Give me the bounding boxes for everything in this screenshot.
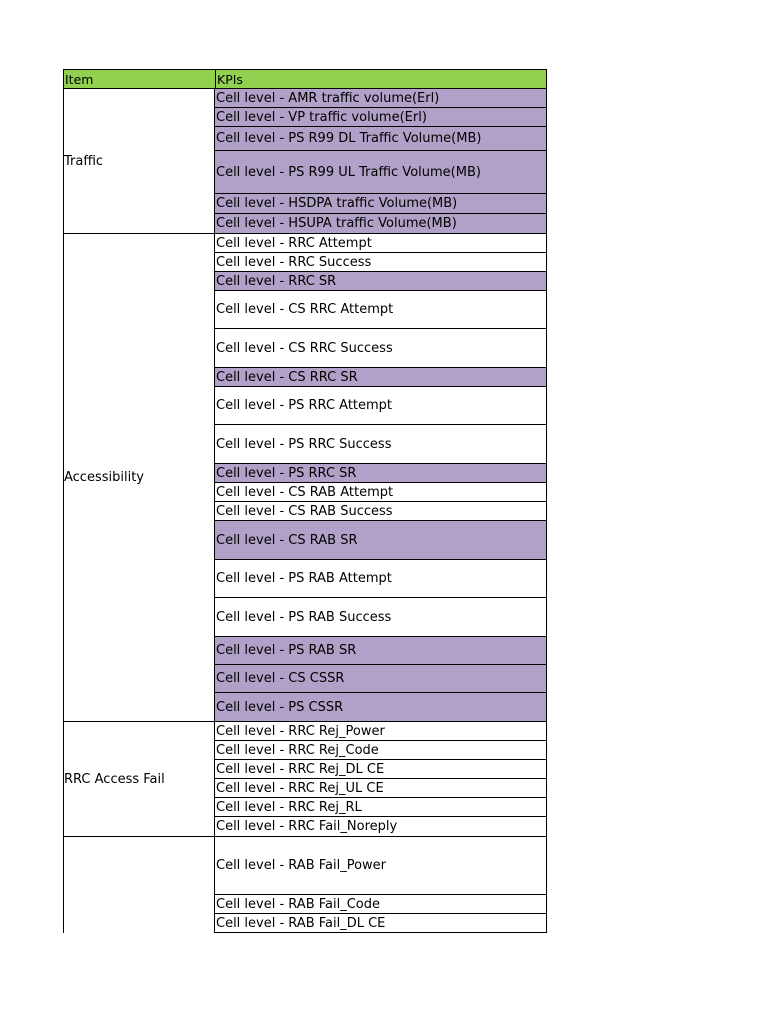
kpi-cell[interactable]: Cell level - RRC Rej_UL CE	[215, 779, 547, 798]
kpi-spreadsheet	[63, 69, 547, 936]
kpi-cell[interactable]: Cell level - RRC Rej_Code	[215, 741, 547, 760]
kpi-cell[interactable]: Cell level - RRC SR	[215, 272, 547, 291]
kpi-cell[interactable]: Cell level - CS RAB Success	[215, 502, 547, 521]
kpi-cell[interactable]: Cell level - VP traffic volume(Erl)	[215, 108, 547, 127]
kpi-cell[interactable]: Cell level - HSUPA traffic Volume(MB)	[215, 214, 547, 233]
header-item-cell[interactable]: Item	[64, 70, 216, 88]
kpi-cell[interactable]: Cell level - AMR traffic volume(Erl)	[215, 89, 547, 108]
kpi-cell[interactable]: Cell level - CS CSSR	[215, 665, 547, 693]
kpi-cell[interactable]: Cell level - RRC Rej_Power	[215, 722, 547, 741]
kpi-cell[interactable]: Cell level - RRC Rej_DL CE	[215, 760, 547, 779]
kpi-cell[interactable]: Cell level - PS R99 UL Traffic Volume(MB)	[215, 151, 547, 194]
group-rrc-access-fail	[63, 722, 547, 837]
kpi-list-rab-fail	[215, 837, 547, 933]
kpi-cell[interactable]: Cell level - RAB Fail_Power	[215, 837, 547, 895]
kpi-cell[interactable]: Cell level - RAB Fail_DL CE	[215, 914, 547, 933]
kpi-list-accessibility	[215, 234, 547, 721]
kpi-list-rrc-access-fail	[215, 722, 547, 836]
kpi-cell[interactable]: Cell level - PS RAB SR	[215, 637, 547, 665]
kpi-cell[interactable]: Cell level - CS RRC Success	[215, 329, 547, 368]
kpi-cell[interactable]: Cell level - CS RAB Attempt	[215, 483, 547, 502]
kpi-cell[interactable]: Cell level - CS RAB SR	[215, 521, 547, 560]
kpi-cell[interactable]: Cell level - RAB Fail_Code	[215, 895, 547, 914]
kpi-cell[interactable]: Cell level - PS RRC Success	[215, 425, 547, 464]
kpi-cell[interactable]: Cell level - PS RAB Success	[215, 598, 547, 637]
kpi-list-traffic	[215, 89, 547, 233]
kpi-cell[interactable]: Cell level - PS R99 DL Traffic Volume(MB)	[215, 127, 547, 151]
group-traffic	[63, 89, 547, 234]
kpi-cell[interactable]: Cell level - PS RAB Attempt	[215, 560, 547, 598]
kpi-cell[interactable]: Cell level - PS RRC Attempt	[215, 387, 547, 425]
kpi-cell[interactable]: Cell level - CS RRC Attempt	[215, 291, 547, 329]
group-label-rrc-access-fail[interactable]: RRC Access Fail	[64, 722, 215, 836]
group-label-traffic[interactable]: Traffic	[64, 89, 215, 233]
header-row	[63, 69, 547, 89]
kpi-cell[interactable]: Cell level - HSDPA traffic Volume(MB)	[215, 194, 547, 214]
group-label-accessibility[interactable]: Accessibility	[64, 234, 215, 721]
group-accessibility	[63, 234, 547, 722]
kpi-cell[interactable]: Cell level - PS CSSR	[215, 693, 547, 721]
group-label-rab-fail[interactable]	[64, 837, 215, 933]
kpi-cell[interactable]: Cell level - CS RRC SR	[215, 368, 547, 387]
kpi-cell[interactable]: Cell level - PS RRC SR	[215, 464, 547, 483]
group-rab-fail	[63, 837, 547, 933]
kpi-cell[interactable]: Cell level - RRC Attempt	[215, 234, 547, 253]
kpi-cell[interactable]: Cell level - RRC Rej_RL	[215, 798, 547, 817]
kpi-cell[interactable]: Cell level - RRC Fail_Noreply	[215, 817, 547, 836]
kpi-cell[interactable]: Cell level - RRC Success	[215, 253, 547, 272]
header-kpis-cell[interactable]: KPIs	[217, 72, 243, 87]
